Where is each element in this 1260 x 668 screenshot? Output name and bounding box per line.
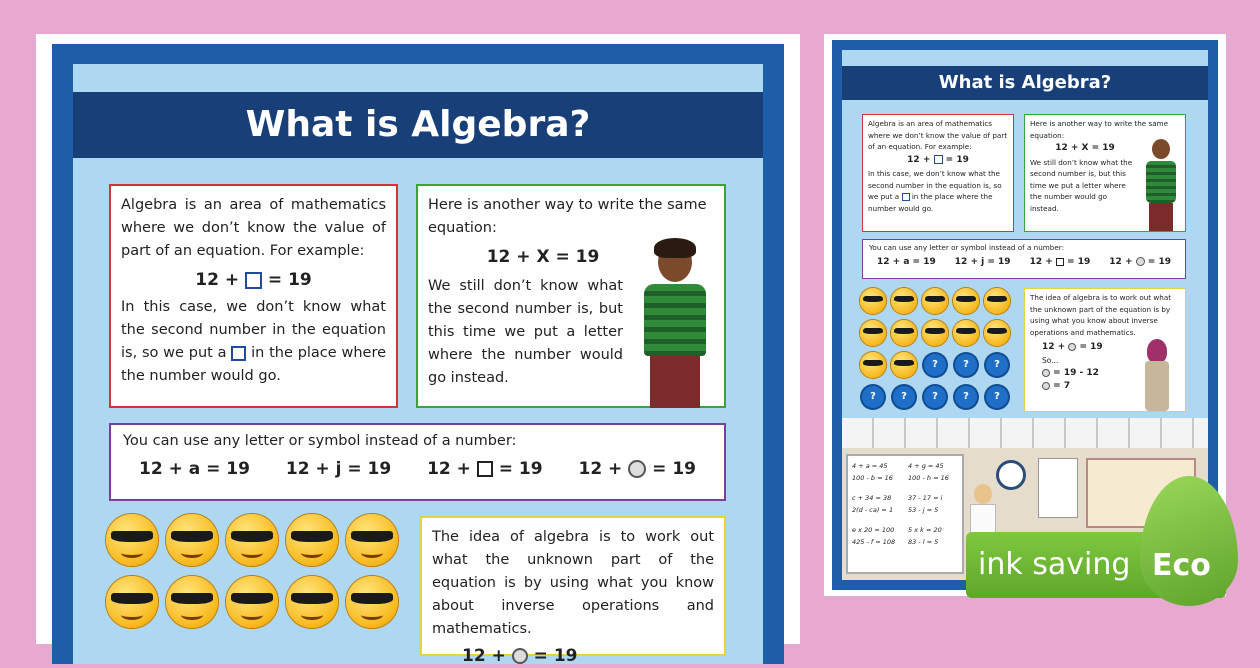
question-circle-icon: ? bbox=[955, 386, 977, 408]
board-line: 53 - j = 5 bbox=[908, 506, 939, 514]
smiley-grid-small bbox=[860, 288, 1020, 408]
inverse-equation-left: 12 + bbox=[462, 646, 506, 666]
letter-equation: 12 + X = 19 bbox=[486, 247, 600, 267]
symbols-equations-small bbox=[869, 257, 1179, 267]
symbols-heading-small: You can use any letter or symbol instead of a number: bbox=[869, 243, 1065, 252]
sunglasses-emoji-icon bbox=[286, 514, 338, 566]
symbols-box bbox=[109, 423, 726, 501]
blank-square-icon bbox=[934, 155, 943, 164]
question-circle-icon: ? bbox=[986, 354, 1008, 376]
question-circle-icon: ? bbox=[862, 386, 884, 408]
square-symbol-icon bbox=[477, 461, 493, 477]
inverse-equation bbox=[432, 645, 714, 668]
blank-square-icon bbox=[231, 346, 246, 361]
exp-a-small: In this case, we don’t know what the second number in the equation is, so we put a bbox=[868, 169, 1002, 201]
smiley-grid bbox=[106, 514, 406, 644]
sunglasses-emoji-icon bbox=[166, 514, 218, 566]
board-column-right bbox=[908, 460, 958, 568]
exp-b-small: in the place where the number would go. bbox=[868, 192, 993, 213]
symbol-equation-square bbox=[427, 459, 543, 479]
circle-symbol-icon bbox=[628, 460, 646, 478]
inv-eqr-small: = 19 bbox=[1079, 342, 1103, 352]
sunglasses-emoji-icon bbox=[891, 288, 917, 314]
ink-saving-label: ink saving bbox=[978, 547, 1131, 582]
question-circle-icon: ? bbox=[924, 354, 946, 376]
letter-explanation-small: We still don’t know what the second number is, but this time we put a letter where the number would go instead. bbox=[1030, 157, 1133, 213]
explanation-text-b: in the place where the number would go. bbox=[121, 345, 387, 384]
step2-small: = 7 bbox=[1053, 381, 1071, 391]
inverse-step2-small bbox=[1042, 380, 1120, 393]
page-title: What is Algebra? bbox=[73, 92, 763, 158]
letter-box bbox=[416, 184, 726, 408]
symbol-eq-j-small: 12 + j = 19 bbox=[954, 257, 1011, 267]
calendar-icon bbox=[1038, 458, 1078, 518]
symbol-equation-j: 12 + j = 19 bbox=[285, 459, 392, 479]
eq4l-small: 12 + bbox=[1109, 257, 1133, 267]
inverse-box bbox=[420, 516, 726, 666]
blank-square-icon bbox=[245, 272, 262, 289]
board-line: 4 + g = 45 bbox=[908, 462, 944, 470]
eq3-left: 12 + bbox=[427, 459, 471, 479]
circle-symbol-icon bbox=[1042, 382, 1050, 390]
letter-equation-small: 12 + X = 19 bbox=[1055, 143, 1115, 153]
sunglasses-emoji-icon bbox=[106, 514, 158, 566]
board-line: 37 - 17 = i bbox=[908, 494, 943, 502]
sunglasses-emoji-icon bbox=[346, 576, 398, 628]
symbols-equations bbox=[123, 459, 712, 479]
sunglasses-emoji-icon bbox=[891, 352, 917, 378]
boy-illustration-small bbox=[1140, 139, 1182, 231]
sunglasses-emoji-icon bbox=[860, 320, 886, 346]
letter-explanation-text: We still don’t know what the second number is, but this time we put a letter where the number would go instead. bbox=[428, 278, 623, 386]
board-line: 100 - h = 16 bbox=[908, 474, 949, 482]
sunglasses-emoji-icon bbox=[166, 576, 218, 628]
symbol-eq-square-small bbox=[1030, 257, 1091, 267]
board-line: c + 34 = 38 bbox=[852, 494, 892, 502]
circle-symbol-icon bbox=[1136, 257, 1145, 266]
board-line: e x 20 = 100 bbox=[852, 526, 895, 534]
explanation-text-small bbox=[868, 168, 1008, 214]
letter-box-small bbox=[1024, 114, 1186, 232]
question-circle-icon: ? bbox=[893, 386, 915, 408]
definition-box bbox=[109, 184, 398, 408]
example-equation-right: = 19 bbox=[267, 270, 312, 290]
sunglasses-emoji-icon bbox=[860, 288, 886, 314]
page-title-small: What is Algebra? bbox=[842, 66, 1208, 100]
board-line: 4 + a = 45 bbox=[852, 462, 888, 470]
eq3r-small: = 19 bbox=[1067, 257, 1091, 267]
symbols-box-small bbox=[862, 239, 1186, 279]
symbol-equation-a: 12 + a = 19 bbox=[139, 459, 250, 479]
eco-label: Eco bbox=[1152, 548, 1211, 583]
sunglasses-emoji-icon bbox=[922, 288, 948, 314]
inverse-working-small bbox=[1030, 341, 1120, 393]
inv-eql-small: 12 + bbox=[1042, 342, 1066, 352]
example-equation-left: 12 + bbox=[195, 270, 240, 290]
eq3l-small: 12 + bbox=[1029, 257, 1053, 267]
eq4-right: = 19 bbox=[652, 459, 696, 479]
inverse-step1-small bbox=[1042, 367, 1120, 380]
inverse-text-small: The idea of algebra is to work out what the unknown part of the equation is by using what you know about inverse operations and mathematics. bbox=[1030, 293, 1172, 337]
eq-left-small: 12 + bbox=[907, 154, 931, 165]
boy-illustration bbox=[630, 242, 720, 408]
symbols-heading: You can use any letter or symbol instead of a number: bbox=[123, 433, 517, 449]
board-line: 425 - f = 108 bbox=[852, 538, 896, 546]
explanation-text-a: In this case, we don’t know what the second number in the equation is, so we put a bbox=[121, 299, 386, 361]
sunglasses-emoji-icon bbox=[286, 576, 338, 628]
letter-intro-text: Here is another way to write the same equation: bbox=[428, 197, 707, 236]
symbol-equation-circle bbox=[578, 459, 696, 479]
inverse-eq-small bbox=[1042, 341, 1120, 354]
sunglasses-emoji-icon bbox=[226, 576, 278, 628]
eq4-left: 12 + bbox=[578, 459, 623, 479]
eq-right-small: = 19 bbox=[945, 154, 969, 165]
blank-square-icon bbox=[902, 193, 910, 201]
question-circle-icon: ? bbox=[924, 386, 946, 408]
sunglasses-emoji-icon bbox=[984, 288, 1010, 314]
symbol-eq-circle-small bbox=[1109, 257, 1171, 267]
question-circle-icon: ? bbox=[955, 354, 977, 376]
sunglasses-emoji-icon bbox=[226, 514, 278, 566]
sunglasses-emoji-icon bbox=[346, 514, 398, 566]
sunglasses-emoji-icon bbox=[860, 352, 886, 378]
example-equation-small bbox=[868, 155, 1008, 167]
symbol-eq-a-small: 12 + a = 19 bbox=[877, 257, 936, 267]
sunglasses-emoji-icon bbox=[891, 320, 917, 346]
explanation-text bbox=[121, 296, 386, 388]
sunglasses-emoji-icon bbox=[953, 288, 979, 314]
board-line: 83 - l = 5 bbox=[908, 538, 939, 546]
question-circle-icon: ? bbox=[986, 386, 1008, 408]
example-equation bbox=[121, 269, 386, 292]
square-symbol-icon bbox=[1056, 258, 1064, 266]
sunglasses-emoji-icon bbox=[984, 320, 1010, 346]
inverse-text: The idea of algebra is to work out what the unknown part of the equation is by using what you know about inverse operations and mathematics. bbox=[432, 529, 714, 637]
definition-text-small: Algebra is an area of mathematics where we don’t know the value of part of an equation. For example: bbox=[868, 119, 1008, 151]
whiteboard bbox=[846, 454, 964, 574]
board-line: 2(d - ca) = 1 bbox=[852, 506, 894, 514]
inverse-equation-right: = 19 bbox=[533, 646, 578, 666]
sunglasses-emoji-icon bbox=[953, 320, 979, 346]
definition-box-small bbox=[862, 114, 1014, 232]
eq3-right: = 19 bbox=[498, 459, 543, 479]
inverse-box-small bbox=[1024, 288, 1186, 412]
circle-symbol-icon bbox=[512, 648, 528, 664]
sunglasses-emoji-icon bbox=[922, 320, 948, 346]
clock-icon bbox=[996, 460, 1026, 490]
circle-symbol-icon bbox=[1068, 343, 1076, 351]
girl-illustration-small bbox=[1137, 339, 1177, 411]
board-line: 5 x k = 20 bbox=[908, 526, 942, 534]
letter-intro-small: Here is another way to write the same equation: bbox=[1030, 119, 1169, 140]
board-column-left bbox=[852, 460, 902, 568]
poster-large bbox=[36, 34, 800, 666]
eq4r-small: = 19 bbox=[1147, 257, 1171, 267]
board-line: 100 - b = 16 bbox=[852, 474, 893, 482]
sunglasses-emoji-icon bbox=[106, 576, 158, 628]
so-label-small: So... bbox=[1042, 356, 1059, 365]
definition-text: Algebra is an area of mathematics where we don’t know the value of part of an equation. For example: bbox=[121, 197, 386, 259]
circle-symbol-icon bbox=[1042, 369, 1050, 377]
step1-small: = 19 - 12 bbox=[1053, 368, 1099, 378]
